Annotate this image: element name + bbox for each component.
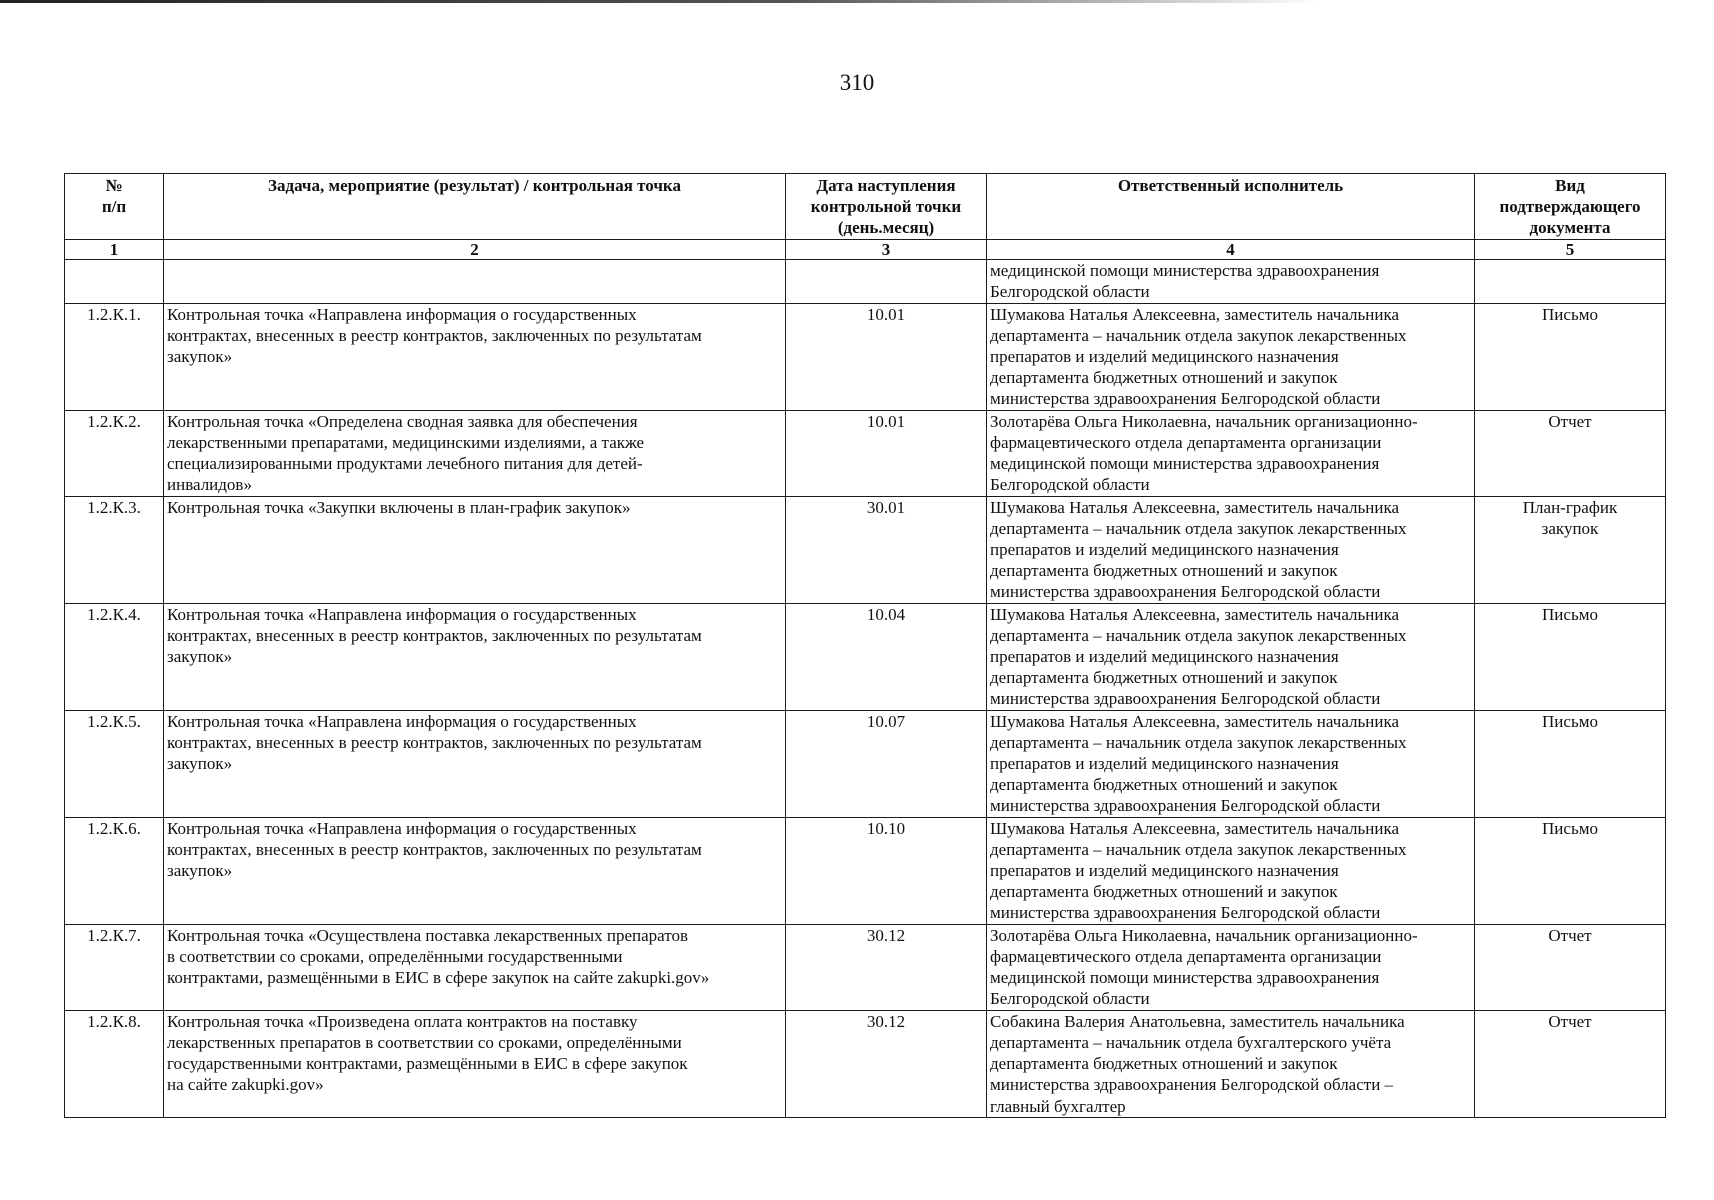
date-cell: 10.01 (786, 303, 987, 410)
task-cell: Контрольная точка «Закупки включены в план-график закупок» (164, 496, 786, 603)
task-cell (164, 259, 786, 303)
column-number: 2 (164, 239, 786, 259)
task-cell: Контрольная точка «Осуществлена поставка лекарственных препаратов в соответствии со сроками, определёнными государственными контрактами, размещёнными в ЕИС в сфере закупок на сайте zakupki.gov» (164, 924, 786, 1010)
table-row (65, 710, 1666, 817)
page-number: 310 (839, 70, 875, 95)
control-points-table (64, 173, 1666, 1118)
table-row (65, 1010, 1666, 1117)
responsible-cell: Золотарёва Ольга Николаевна, начальник организационно- фармацевтического отдела департамента организации медицинской помощи министерства здравоохранения Белгородской области (987, 924, 1475, 1010)
date-cell: 30.01 (786, 496, 987, 603)
header-number: № п/п (65, 174, 164, 240)
header-responsible: Ответственный исполнитель (987, 174, 1475, 240)
document-type-cell: Письмо (1475, 817, 1666, 924)
row-number-cell: 1.2.К.6. (65, 817, 164, 924)
header-document-type: Вид подтверждающего документа (1475, 174, 1666, 240)
table-row (65, 817, 1666, 924)
row-number-cell: 1.2.К.2. (65, 410, 164, 496)
row-number-cell (65, 259, 164, 303)
task-cell: Контрольная точка «Произведена оплата контрактов на поставку лекарственных препаратов в соответствии со сроками, определёнными государственными контрактами, размещёнными в ЕИС в сфере закупок на сайте zakupki.gov» (164, 1010, 786, 1117)
responsible-cell: Шумакова Наталья Алексеевна, заместитель начальника департамента – начальник отдела закупок лекарственных препаратов и изделий медицинского назначения департамента бюджетных отношений и закупок министерства здравоохранения Белгородской области (987, 710, 1475, 817)
row-number-cell: 1.2.К.7. (65, 924, 164, 1010)
responsible-cell: Золотарёва Ольга Николаевна, начальник организационно- фармацевтического отдела департамента организации медицинской помощи министерства здравоохранения Белгородской области (987, 410, 1475, 496)
column-number: 5 (1475, 239, 1666, 259)
responsible-cell: Шумакова Наталья Алексеевна, заместитель начальника департамента – начальник отдела закупок лекарственных препаратов и изделий медицинского назначения департамента бюджетных отношений и закупок министерства здравоохранения Белгородской области (987, 496, 1475, 603)
task-cell: Контрольная точка «Определена сводная заявка для обеспечения лекарственными препаратами, медицинскими изделиями, а также специализированными продуктами лечебного питания для детей- инвалидов» (164, 410, 786, 496)
document-type-cell: Отчет (1475, 410, 1666, 496)
table-row (65, 410, 1666, 496)
date-cell: 10.07 (786, 710, 987, 817)
header-task: Задача, мероприятие (результат) / контрольная точка (164, 174, 786, 240)
task-cell: Контрольная точка «Направлена информация о государственных контрактах, внесенных в реестр контрактов, заключенных по результатам закупок» (164, 603, 786, 710)
document-type-cell: Отчет (1475, 924, 1666, 1010)
document-type-cell: Письмо (1475, 303, 1666, 410)
task-cell: Контрольная точка «Направлена информация о государственных контрактах, внесенных в реестр контрактов, заключенных по результатам закупок» (164, 817, 786, 924)
document-type-cell: Письмо (1475, 603, 1666, 710)
date-cell: 30.12 (786, 1010, 987, 1117)
document-type-cell: Отчет (1475, 1010, 1666, 1117)
date-cell: 10.01 (786, 410, 987, 496)
responsible-cell: Шумакова Наталья Алексеевна, заместитель начальника департамента – начальник отдела закупок лекарственных препаратов и изделий медицинского назначения департамента бюджетных отношений и закупок министерства здравоохранения Белгородской области (987, 303, 1475, 410)
task-cell: Контрольная точка «Направлена информация о государственных контрактах, внесенных в реестр контрактов, заключенных по результатам закупок» (164, 710, 786, 817)
responsible-cell: Собакина Валерия Анатольевна, заместитель начальника департамента – начальник отдела бухгалтерского учёта департамента бюджетных отношений и закупок министерства здравоохранения Белгородской области – главный бухгалтер (987, 1010, 1475, 1117)
table-row-continuation (65, 259, 1666, 303)
table-row (65, 496, 1666, 603)
date-cell: 10.10 (786, 817, 987, 924)
document-type-cell (1475, 259, 1666, 303)
column-number: 4 (987, 239, 1475, 259)
task-cell: Контрольная точка «Направлена информация о государственных контрактах, внесенных в реестр контрактов, заключенных по результатам закупок» (164, 303, 786, 410)
column-number: 3 (786, 239, 987, 259)
responsible-cell: Шумакова Наталья Алексеевна, заместитель начальника департамента – начальник отдела закупок лекарственных препаратов и изделий медицинского назначения департамента бюджетных отношений и закупок министерства здравоохранения Белгородской области (987, 603, 1475, 710)
document-type-cell: Письмо (1475, 710, 1666, 817)
date-cell: 30.12 (786, 924, 987, 1010)
responsible-cell: медицинской помощи министерства здравоохранения Белгородской области (987, 259, 1475, 303)
date-cell: 10.04 (786, 603, 987, 710)
date-cell (786, 259, 987, 303)
responsible-cell: Шумакова Наталья Алексеевна, заместитель начальника департамента – начальник отдела закупок лекарственных препаратов и изделий медицинского назначения департамента бюджетных отношений и закупок министерства здравоохранения Белгородской области (987, 817, 1475, 924)
row-number-cell: 1.2.К.3. (65, 496, 164, 603)
column-number-row (65, 239, 1666, 259)
table-row (65, 924, 1666, 1010)
scan-top-edge (0, 0, 1320, 3)
row-number-cell: 1.2.К.5. (65, 710, 164, 817)
row-number-cell: 1.2.К.8. (65, 1010, 164, 1117)
table-row (65, 303, 1666, 410)
column-number: 1 (65, 239, 164, 259)
row-number-cell: 1.2.К.4. (65, 603, 164, 710)
document-type-cell: План-график закупок (1475, 496, 1666, 603)
row-number-cell: 1.2.К.1. (65, 303, 164, 410)
table-row (65, 603, 1666, 710)
header-date: Дата наступления контрольной точки (день.месяц) (786, 174, 987, 240)
table-header-row (65, 174, 1666, 240)
